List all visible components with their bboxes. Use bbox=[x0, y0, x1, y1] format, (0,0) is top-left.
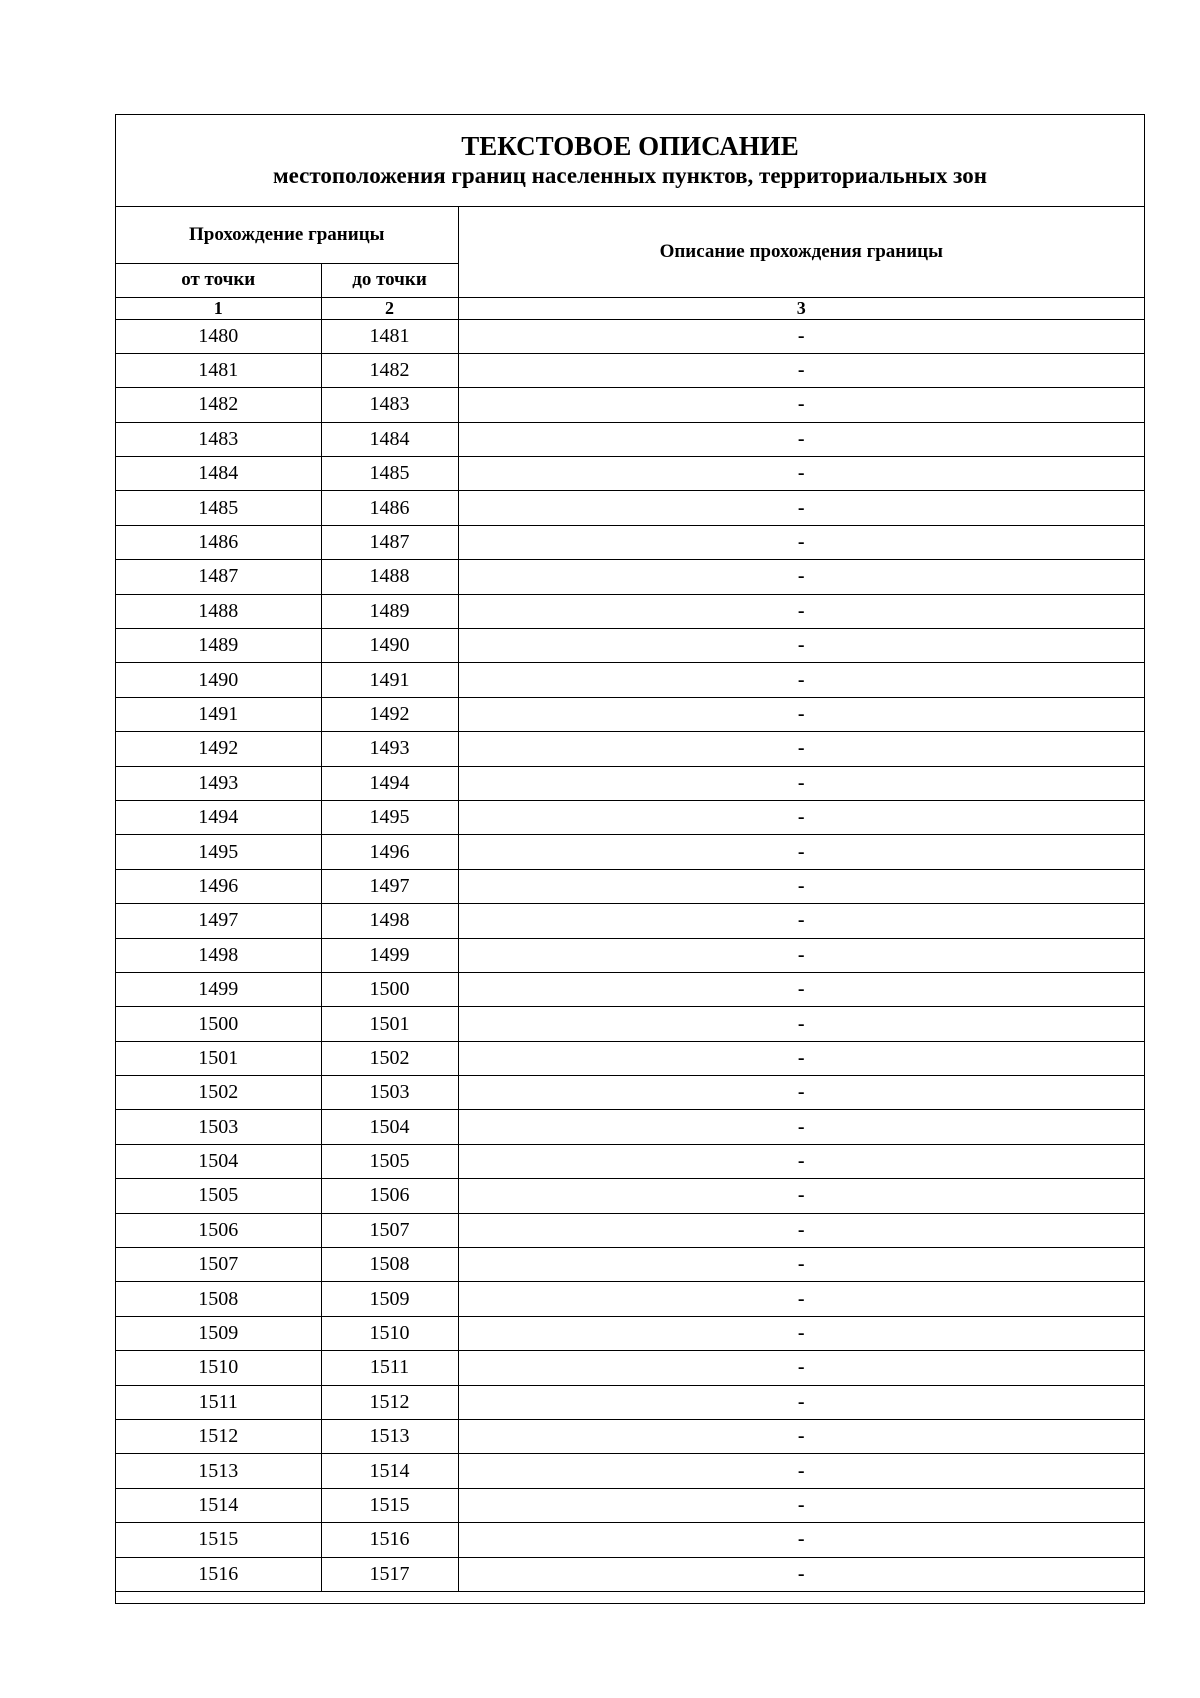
to-point-cell: 1488 bbox=[321, 560, 458, 594]
to-point-cell: 1481 bbox=[321, 319, 458, 353]
description-cell: - bbox=[458, 972, 1144, 1006]
from-point-cell: 1514 bbox=[116, 1488, 321, 1522]
from-point-cell: 1498 bbox=[116, 938, 321, 972]
to-point-cell: 1486 bbox=[321, 491, 458, 525]
from-point-cell: 1483 bbox=[116, 422, 321, 456]
from-point-cell: 1515 bbox=[116, 1523, 321, 1557]
to-point-cell: 1517 bbox=[321, 1557, 458, 1591]
to-point-cell: 1509 bbox=[321, 1282, 458, 1316]
table-body bbox=[116, 319, 1144, 1591]
table-row bbox=[116, 1420, 1144, 1454]
table-row bbox=[116, 594, 1144, 628]
table-row bbox=[116, 1041, 1144, 1075]
table-row bbox=[116, 1007, 1144, 1041]
description-cell: - bbox=[458, 766, 1144, 800]
from-point-cell: 1492 bbox=[116, 732, 321, 766]
from-point-cell: 1501 bbox=[116, 1041, 321, 1075]
to-point-cell: 1502 bbox=[321, 1041, 458, 1075]
description-cell: - bbox=[458, 1144, 1144, 1178]
to-point-cell: 1503 bbox=[321, 1076, 458, 1110]
table-row bbox=[116, 1523, 1144, 1557]
to-point-cell: 1501 bbox=[321, 1007, 458, 1041]
table-row bbox=[116, 491, 1144, 525]
column-number-3: 3 bbox=[458, 297, 1144, 319]
to-point-cell: 1515 bbox=[321, 1488, 458, 1522]
from-point-cell: 1489 bbox=[116, 629, 321, 663]
to-point-cell: 1484 bbox=[321, 422, 458, 456]
table-row bbox=[116, 422, 1144, 456]
document-title: ТЕКСТОВОЕ ОПИСАНИЕ bbox=[461, 131, 799, 161]
table-row bbox=[116, 1110, 1144, 1144]
to-point-cell: 1487 bbox=[321, 525, 458, 559]
description-cell: - bbox=[458, 1385, 1144, 1419]
from-point-cell: 1488 bbox=[116, 594, 321, 628]
from-point-cell: 1495 bbox=[116, 835, 321, 869]
description-cell: - bbox=[458, 457, 1144, 491]
boundary-points-table bbox=[116, 207, 1144, 1592]
table-row bbox=[116, 353, 1144, 387]
to-point-cell: 1514 bbox=[321, 1454, 458, 1488]
to-point-cell: 1513 bbox=[321, 1420, 458, 1454]
description-cell: - bbox=[458, 835, 1144, 869]
description-cell: - bbox=[458, 1041, 1144, 1075]
description-cell: - bbox=[458, 560, 1144, 594]
table-row bbox=[116, 457, 1144, 491]
table-row bbox=[116, 1144, 1144, 1178]
table-row bbox=[116, 388, 1144, 422]
description-cell: - bbox=[458, 1488, 1144, 1522]
description-cell: - bbox=[458, 1557, 1144, 1591]
table-row bbox=[116, 1076, 1144, 1110]
description-cell: - bbox=[458, 869, 1144, 903]
to-point-cell: 1499 bbox=[321, 938, 458, 972]
from-point-cell: 1494 bbox=[116, 800, 321, 834]
description-cell: - bbox=[458, 1076, 1144, 1110]
from-point-cell: 1505 bbox=[116, 1179, 321, 1213]
from-point-cell: 1485 bbox=[116, 491, 321, 525]
to-point-cell: 1516 bbox=[321, 1523, 458, 1557]
to-point-cell: 1482 bbox=[321, 353, 458, 387]
header-from-point: от точки bbox=[116, 263, 321, 297]
description-cell: - bbox=[458, 800, 1144, 834]
description-cell: - bbox=[458, 1282, 1144, 1316]
from-point-cell: 1482 bbox=[116, 388, 321, 422]
from-point-cell: 1491 bbox=[116, 697, 321, 731]
description-cell: - bbox=[458, 1110, 1144, 1144]
header-to-point: до точки bbox=[321, 263, 458, 297]
description-cell: - bbox=[458, 904, 1144, 938]
from-point-cell: 1510 bbox=[116, 1351, 321, 1385]
boundary-description-document bbox=[115, 114, 1145, 1604]
from-point-cell: 1512 bbox=[116, 1420, 321, 1454]
description-cell: - bbox=[458, 594, 1144, 628]
description-cell: - bbox=[458, 629, 1144, 663]
description-cell: - bbox=[458, 732, 1144, 766]
table-row bbox=[116, 972, 1144, 1006]
description-cell: - bbox=[458, 1248, 1144, 1282]
to-point-cell: 1508 bbox=[321, 1248, 458, 1282]
from-point-cell: 1506 bbox=[116, 1213, 321, 1247]
from-point-cell: 1511 bbox=[116, 1385, 321, 1419]
header-description: Описание прохождения границы bbox=[458, 207, 1144, 297]
table-row bbox=[116, 697, 1144, 731]
description-cell: - bbox=[458, 697, 1144, 731]
table-row bbox=[116, 1488, 1144, 1522]
to-point-cell: 1510 bbox=[321, 1316, 458, 1350]
to-point-cell: 1483 bbox=[321, 388, 458, 422]
to-point-cell: 1497 bbox=[321, 869, 458, 903]
from-point-cell: 1490 bbox=[116, 663, 321, 697]
description-cell: - bbox=[458, 388, 1144, 422]
to-point-cell: 1491 bbox=[321, 663, 458, 697]
table-row bbox=[116, 732, 1144, 766]
to-point-cell: 1504 bbox=[321, 1110, 458, 1144]
from-point-cell: 1481 bbox=[116, 353, 321, 387]
description-cell: - bbox=[458, 491, 1144, 525]
from-point-cell: 1508 bbox=[116, 1282, 321, 1316]
table-row bbox=[116, 1454, 1144, 1488]
from-point-cell: 1503 bbox=[116, 1110, 321, 1144]
description-cell: - bbox=[458, 422, 1144, 456]
table-row bbox=[116, 904, 1144, 938]
table-row bbox=[116, 835, 1144, 869]
table-row bbox=[116, 1179, 1144, 1213]
from-point-cell: 1493 bbox=[116, 766, 321, 800]
from-point-cell: 1516 bbox=[116, 1557, 321, 1591]
from-point-cell: 1504 bbox=[116, 1144, 321, 1178]
table-row bbox=[116, 1316, 1144, 1350]
description-cell: - bbox=[458, 353, 1144, 387]
description-cell: - bbox=[458, 525, 1144, 559]
from-point-cell: 1487 bbox=[116, 560, 321, 594]
from-point-cell: 1499 bbox=[116, 972, 321, 1006]
description-cell: - bbox=[458, 1179, 1144, 1213]
table-row bbox=[116, 1557, 1144, 1591]
to-point-cell: 1511 bbox=[321, 1351, 458, 1385]
from-point-cell: 1507 bbox=[116, 1248, 321, 1282]
to-point-cell: 1492 bbox=[321, 697, 458, 731]
table-row bbox=[116, 1385, 1144, 1419]
table-row bbox=[116, 800, 1144, 834]
title-block bbox=[116, 115, 1144, 207]
column-number-2: 2 bbox=[321, 297, 458, 319]
table-row bbox=[116, 1282, 1144, 1316]
document-subtitle: местоположения границ населенных пунктов, территориальных зон bbox=[273, 163, 987, 188]
description-cell: - bbox=[458, 663, 1144, 697]
table-row bbox=[116, 938, 1144, 972]
description-cell: - bbox=[458, 1007, 1144, 1041]
from-point-cell: 1496 bbox=[116, 869, 321, 903]
to-point-cell: 1506 bbox=[321, 1179, 458, 1213]
from-point-cell: 1486 bbox=[116, 525, 321, 559]
header-boundary-passage: Прохождение границы bbox=[116, 207, 458, 263]
from-point-cell: 1509 bbox=[116, 1316, 321, 1350]
to-point-cell: 1496 bbox=[321, 835, 458, 869]
description-cell: - bbox=[458, 1523, 1144, 1557]
table-row bbox=[116, 560, 1144, 594]
to-point-cell: 1505 bbox=[321, 1144, 458, 1178]
to-point-cell: 1498 bbox=[321, 904, 458, 938]
from-point-cell: 1513 bbox=[116, 1454, 321, 1488]
description-cell: - bbox=[458, 1316, 1144, 1350]
to-point-cell: 1493 bbox=[321, 732, 458, 766]
description-cell: - bbox=[458, 1213, 1144, 1247]
table-row bbox=[116, 766, 1144, 800]
from-point-cell: 1497 bbox=[116, 904, 321, 938]
table-row bbox=[116, 319, 1144, 353]
table-row bbox=[116, 663, 1144, 697]
from-point-cell: 1480 bbox=[116, 319, 321, 353]
description-cell: - bbox=[458, 1351, 1144, 1385]
to-point-cell: 1495 bbox=[321, 800, 458, 834]
table-row bbox=[116, 525, 1144, 559]
to-point-cell: 1500 bbox=[321, 972, 458, 1006]
to-point-cell: 1485 bbox=[321, 457, 458, 491]
to-point-cell: 1507 bbox=[321, 1213, 458, 1247]
description-cell: - bbox=[458, 319, 1144, 353]
table-row bbox=[116, 629, 1144, 663]
table-row bbox=[116, 869, 1144, 903]
column-number-1: 1 bbox=[116, 297, 321, 319]
table-row bbox=[116, 1213, 1144, 1247]
to-point-cell: 1494 bbox=[321, 766, 458, 800]
table-row bbox=[116, 1248, 1144, 1282]
description-cell: - bbox=[458, 1420, 1144, 1454]
from-point-cell: 1500 bbox=[116, 1007, 321, 1041]
to-point-cell: 1489 bbox=[321, 594, 458, 628]
to-point-cell: 1512 bbox=[321, 1385, 458, 1419]
table-row bbox=[116, 1351, 1144, 1385]
from-point-cell: 1484 bbox=[116, 457, 321, 491]
from-point-cell: 1502 bbox=[116, 1076, 321, 1110]
description-cell: - bbox=[458, 938, 1144, 972]
to-point-cell: 1490 bbox=[321, 629, 458, 663]
description-cell: - bbox=[458, 1454, 1144, 1488]
